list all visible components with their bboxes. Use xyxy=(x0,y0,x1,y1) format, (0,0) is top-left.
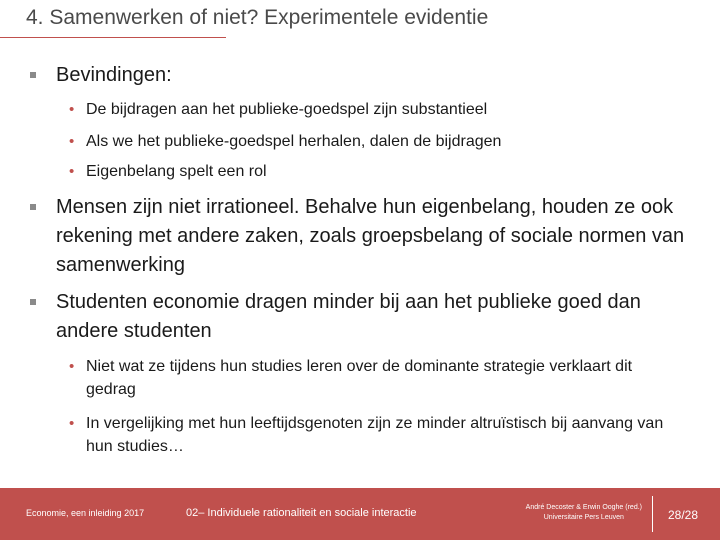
dot-bullet-icon: • xyxy=(69,358,75,375)
slide-title: 4. Samenwerken of niet? Experimentele evidentie xyxy=(26,6,489,29)
sub-bullet-text: Als we het publieke-goedspel herhalen, dalen de bijdragen xyxy=(86,133,502,150)
sub-bullet-dominant-strategy xyxy=(69,355,686,401)
dot-bullet-icon: • xyxy=(69,415,75,432)
sub-bullet-repeat xyxy=(69,130,686,153)
slide-footer xyxy=(0,488,720,540)
footer-authors-line: André Decoster & Erwin Ooghe (red.) xyxy=(525,504,642,511)
page-number: 28/28 xyxy=(668,508,699,522)
sub-bullet-text: De bijdragen aan het publieke-goedspel zijn substantieel xyxy=(86,101,488,118)
bullet-economics-students xyxy=(56,288,696,346)
bullet-text: Bevindingen: xyxy=(56,64,172,86)
sub-bullet-text: Eigenbelang spelt een rol xyxy=(86,163,267,180)
footer-chapter: 02– Individuele rationaliteit en sociale interactie xyxy=(186,507,417,519)
bullet-text: Studenten economie dragen minder bij aan het publieke goed dan andere studenten xyxy=(56,291,641,342)
bullet-findings xyxy=(56,61,696,90)
sub-bullet-text: In vergelijking met hun leeftijdsgenoten zijn ze minder altruïstisch bij aanvang van hun studies… xyxy=(86,415,664,455)
footer-divider xyxy=(652,496,653,532)
square-bullet-icon xyxy=(30,72,36,78)
bullet-not-irrational xyxy=(56,193,696,280)
dot-bullet-icon: • xyxy=(69,101,75,118)
sub-bullet-altruism xyxy=(69,412,686,458)
footer-authors xyxy=(526,503,642,523)
square-bullet-icon xyxy=(30,299,36,305)
dot-bullet-icon: • xyxy=(69,133,75,150)
footer-course: Economie, een inleiding 2017 xyxy=(26,508,145,518)
footer-publisher-line: Universitaire Pers Leuven xyxy=(543,514,624,521)
bullet-text: Mensen zijn niet irrationeel. Behalve hun eigenbelang, houden ze ook rekening met andere zaken, zoals groepsbelang of sociale normen van samenwerking xyxy=(56,196,685,276)
dot-bullet-icon: • xyxy=(69,163,75,180)
sub-bullet-self-interest xyxy=(69,160,686,183)
sub-bullet-substantial xyxy=(69,98,686,121)
square-bullet-icon xyxy=(30,204,36,210)
sub-bullet-text: Niet wat ze tijdens hun studies leren over de dominante strategie verklaart dit gedrag xyxy=(86,358,633,398)
title-underline xyxy=(0,37,226,38)
